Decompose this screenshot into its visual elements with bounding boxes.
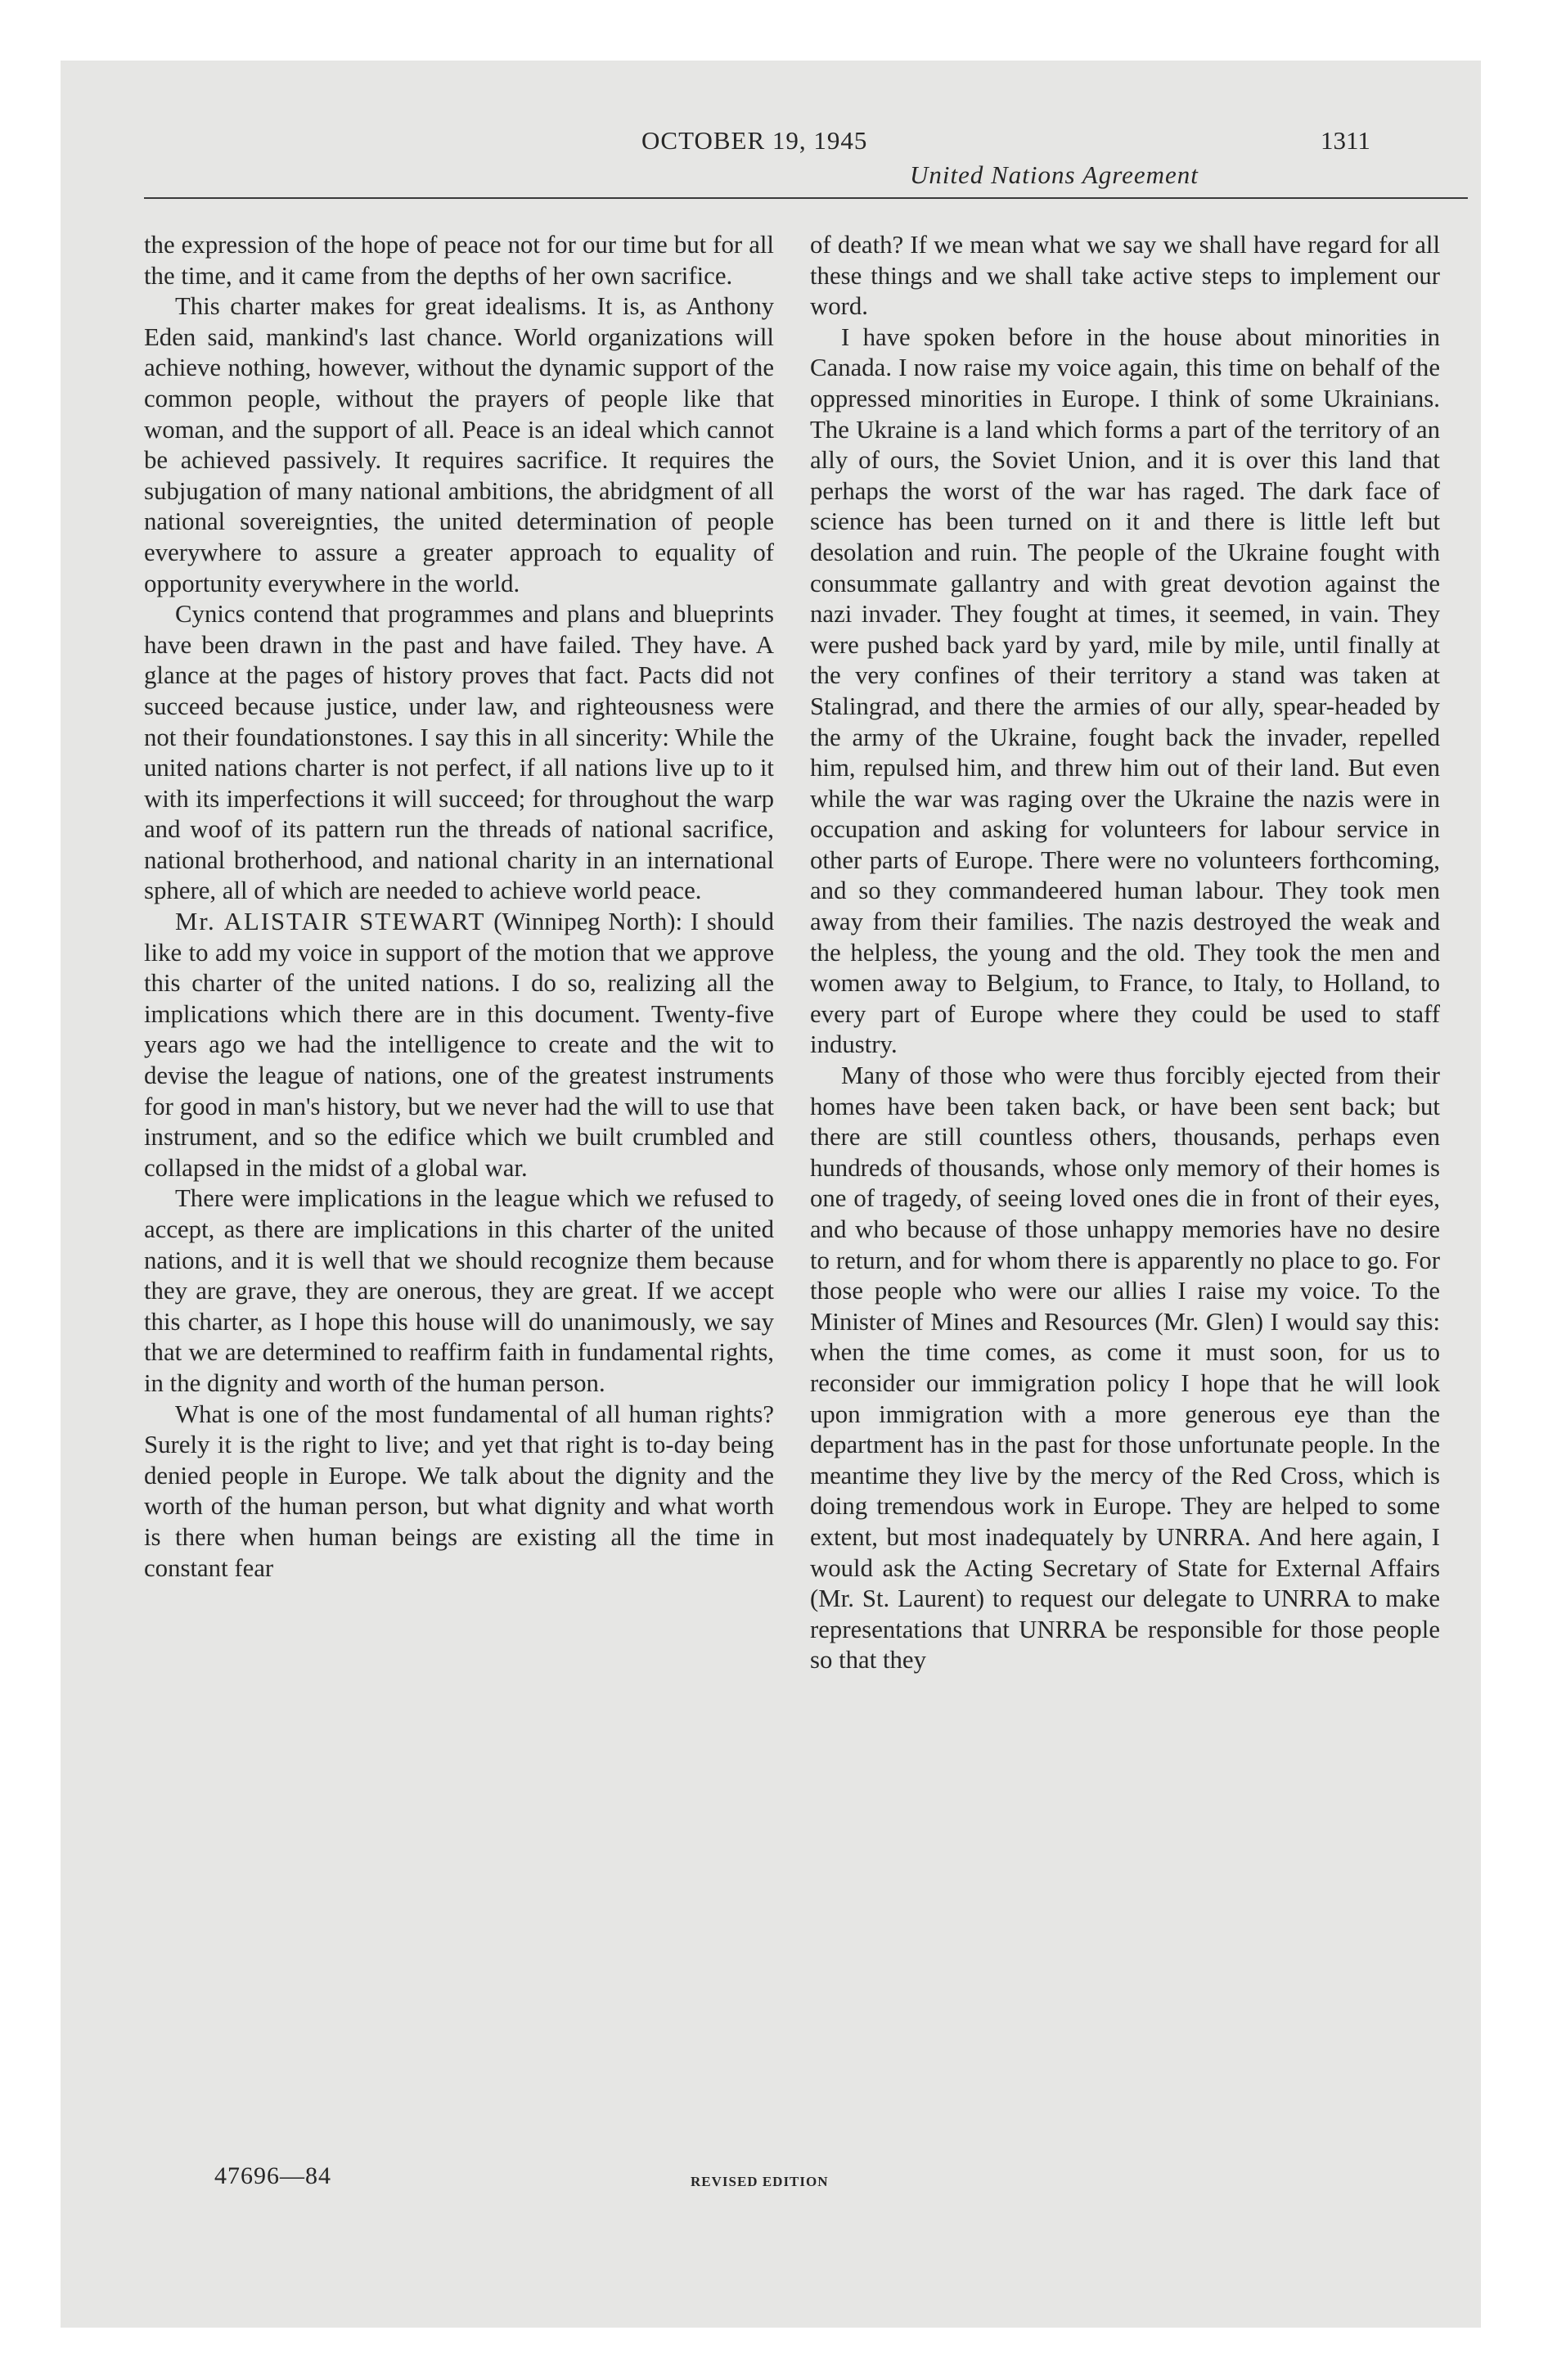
speaker-text: (Winnipeg North): I should like to add my voice in support of the motion that we approve this charter of the united nations. I do so, realizing all the implications which there are in this document. Twenty-five years ago we had the intelligence to create and the wit to devise the league of nations, one of the greatest instruments for good in man's history, but we never had the will to use that instrument, and so the edifice which we built crumbled and collapsed in the midst of a global war.: [144, 908, 774, 1182]
paragraph: Many of those who were thus forcibly ejected from their homes have been taken back, or have been sent back; but there are still countless others, thousands, perhaps even hundreds of thousands, whose only memory of their homes is one of tragedy, of seeing loved ones die in front of their eyes, and who because of those unhappy memories have no desire to return, and for whom there is apparently no place to go. For those people who were our allies I raise my voice. To the Minister of Mines and Resources (Mr. Glen) I would say this: when the time comes, as come it must soon, for us to reconsider our immigration policy I hope that he will look upon immigration with a more generous eye than the department has in the past for those unfortunate people. In the meantime they live by the mercy of the Red Cross, which is doing tremendous work in Europe. They are helped to some extent, but most inadequately by UNRRA. And here again, I would ask the Acting Secretary of State for External Affairs (Mr. St. Laurent) to request our delegate to UNRRA to make representations that UNRRA be responsible for those people so that they: [810, 1062, 1440, 1675]
header-rule: [144, 197, 1468, 199]
speaker-name: Mr. ALISTAIR STEWART: [175, 908, 486, 936]
paragraph: This charter makes for great idealisms. It is, as Anthony Eden said, mankind's last chance. World organizations will achieve nothing, however, without the dynamic support of the common people, without the prayers of people like that woman, and the support of all. Peace is an ideal which cannot be achieved passively. It requires sacrifice. It requires the subjugation of many national ambitions, the abridgment of all national sovereignties, the united determination of people everywhere to assure a greater approach to equality of opportunity everywhere in the world.: [144, 292, 774, 597]
paragraph: the expression of the hope of peace not for our time but for all the time, and it came from the depths of her own sacrifice.: [144, 231, 774, 290]
paragraph: I have spoken before in the house about minorities in Canada. I now raise my voice again, this time on behalf of the oppressed minorities in Europe. I think of some Ukrainians. The Ukraine is a land which forms a part of the territory of an ally of ours, the Soviet Union, and it is over this land that perhaps the worst of the war has raged. The dark face of science has been turned on it and there is little left but desolation and ruin. The people of the Ukraine fought with consummate gallantry and with great devotion against the nazi invader. They fought at times, it seemed, in vain. They were pushed back yard by yard, mile by mile, until finally at the very confines of their territory a stand was taken at Stalingrad, and there the armies of our ally, spear-headed by the army of the Ukraine, fought back the invader, repelled him, repulsed him, and threw him out of their land. But even while the war was raging over the Ukraine the nazis were in occupation and asking for volunteers for labour service in other parts of Europe. There were no volunteers forthcoming, and so they commandeered human labour. They took men away from their families. The nazis destroyed the weak and the helpless, the young and the old. They took the men and women away to Belgium, to France, to Italy, to Holland, to every part of Europe where they could be used to staff industry.: [810, 322, 1440, 1059]
page-number: 1311: [1321, 126, 1370, 155]
paragraph: There were implications in the league which we refused to accept, as there are implications in this charter of the united nations, and it is well that we should recognize them because they are grave, they are onerous, they are great. If we accept this charter, as I hope this house will do unanimously, we say that we are determined to reaffirm faith in fundamental rights, in the dignity and worth of the human person.: [144, 1184, 774, 1397]
section-title: United Nations Agreement: [910, 160, 1199, 189]
document-page: [61, 61, 1481, 2328]
paragraph: What is one of the most fundamental of all human rights? Surely it is the right to live; and yet that right is to-day being denied people in Europe. We talk about the dignity and the worth of the human person, but what dignity and what worth is there when human beings are existing all the time in constant fear: [144, 1400, 774, 1582]
page-header: [61, 61, 1481, 208]
paragraph-speaker: [144, 907, 774, 1183]
print-code: 47696—84: [214, 2162, 331, 2189]
left-column: [144, 230, 774, 1584]
edition-label: REVISED EDITION: [691, 2174, 829, 2189]
paragraph: of death? If we mean what we say we shall have regard for all these things and we shall take active steps to implement our word.: [810, 231, 1440, 321]
right-column: [810, 230, 1440, 1676]
header-date: OCTOBER 19, 1945: [641, 126, 868, 155]
paragraph: Cynics contend that programmes and plans and blueprints have been drawn in the past and have failed. They have. A glance at the pages of history proves that fact. Pacts did not succeed because justice, under law, and righteousness were not their foundationstones. I say this in all sincerity: While the united nations charter is not perfect, if all nations live up to it with its imperfections it will succeed; for throughout the warp and woof of its pattern run the threads of national sacrifice, national brotherhood, and national charity in an international sphere, all of which are needed to achieve world peace.: [144, 600, 774, 905]
